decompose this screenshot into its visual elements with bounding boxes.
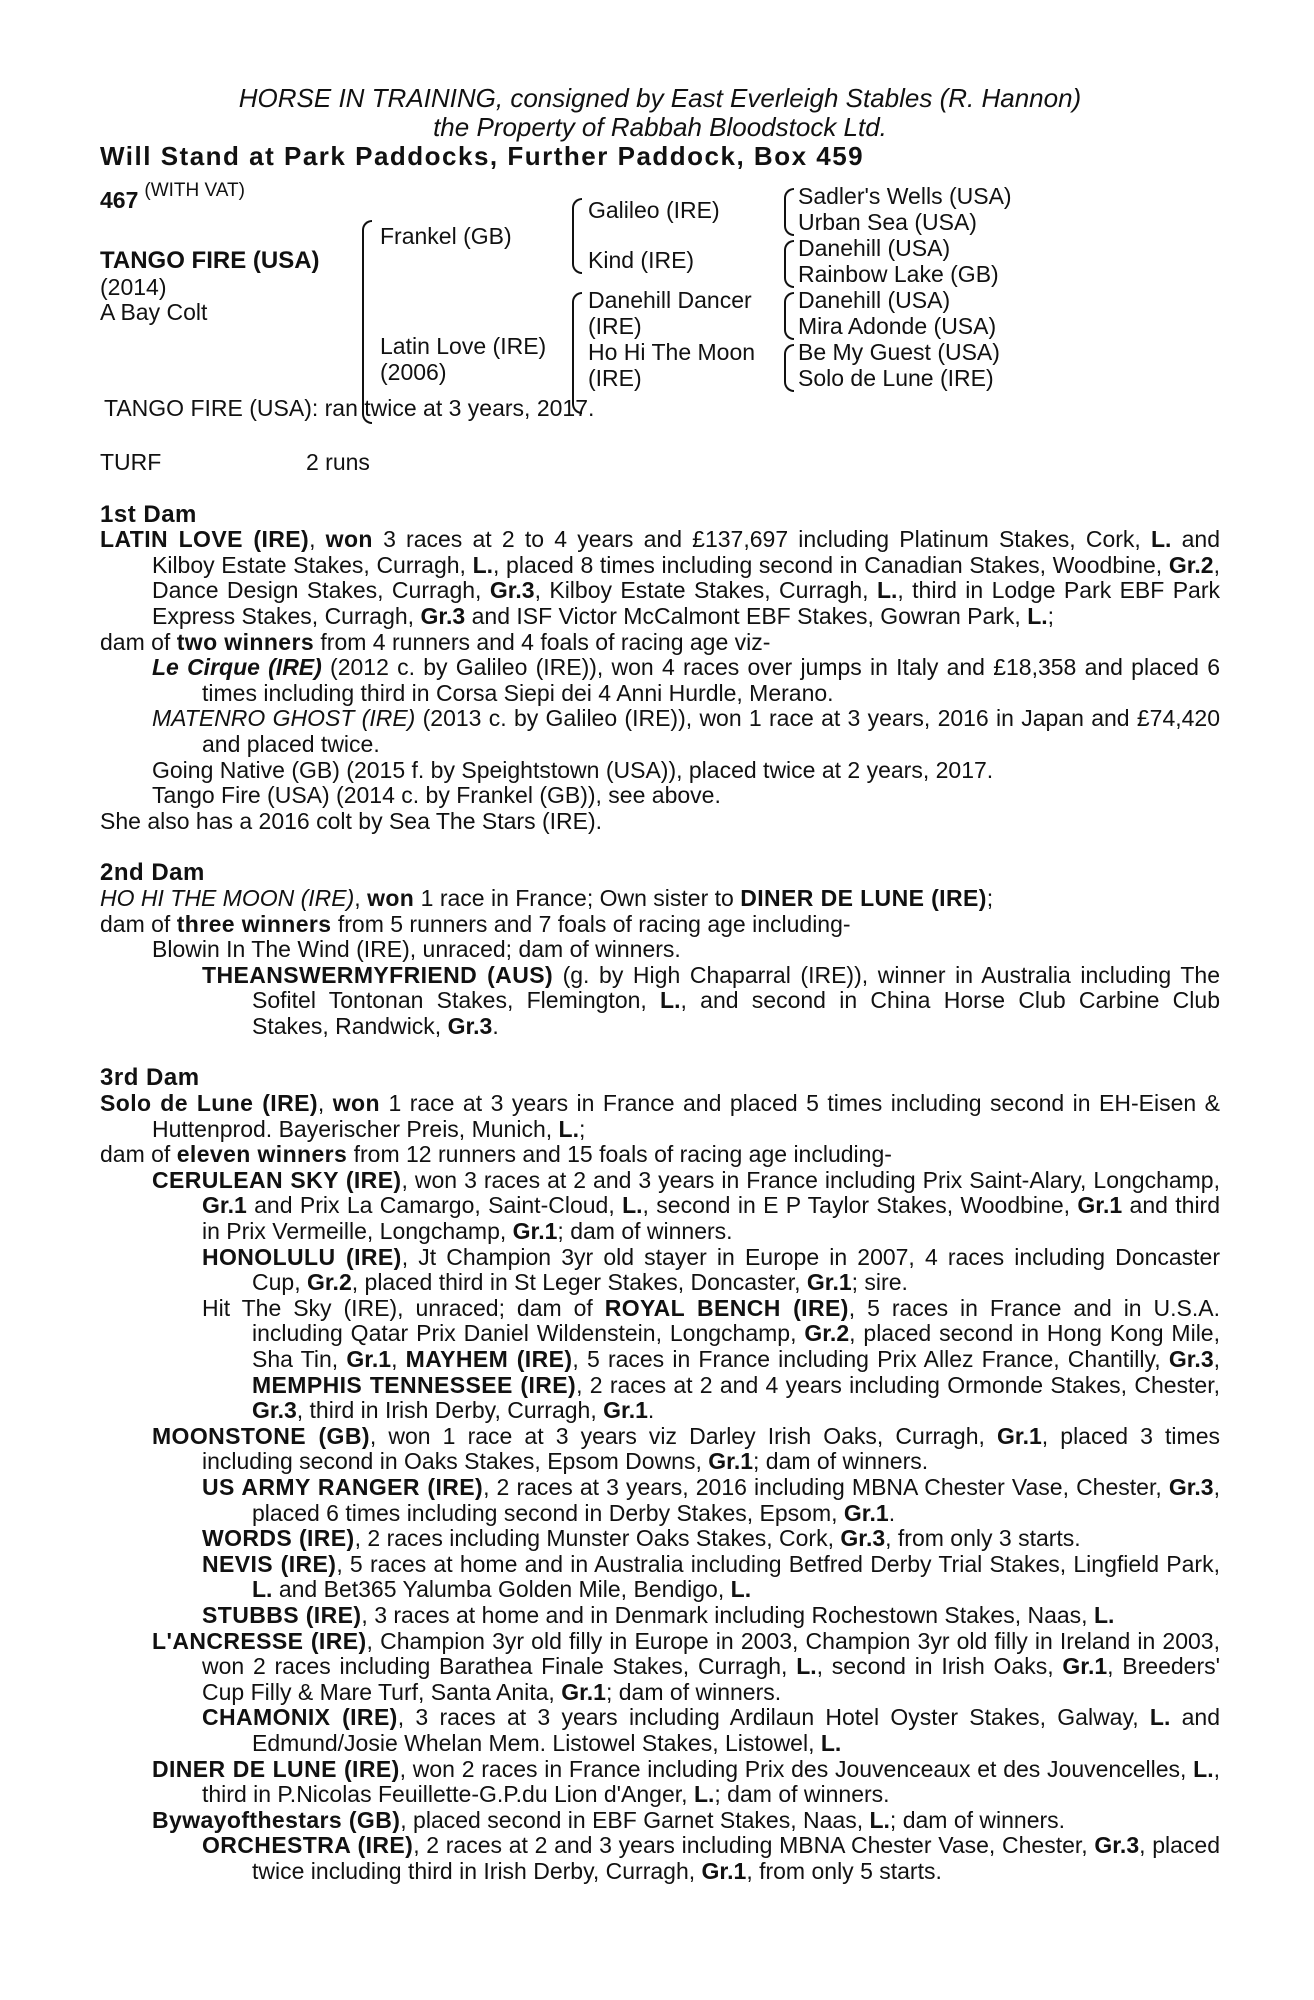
pedigree-brace <box>362 220 372 424</box>
third-dam-produce-summary: dam of eleven winners from 12 runners and 15 foals of racing age including- <box>100 1141 892 1168</box>
race-summary: TANGO FIRE (USA): ran twice at 3 years, 2017. <box>104 394 595 421</box>
produce-item: Bywayofthestars (GB), placed second in EBF Garnet Stakes, Naas, L.; dam of winners. <box>152 1806 1066 1833</box>
catalogue-page <box>100 84 1220 1884</box>
horse-name: TANGO FIRE (USA) <box>100 246 320 274</box>
third-dam-section <box>100 1065 1220 1884</box>
third-dam-record: Solo de Lune (IRE), won 1 race at 3 years in France and placed 5 times including second in EH-Eisen & Huttenprod. Bayerischer Preis, Munich, L.; <box>100 1090 1221 1142</box>
first-dam-note: She also has a 2016 colt by Sea The Stars (IRE). <box>100 807 603 834</box>
second-dam-section <box>100 860 1220 1039</box>
produce-item: STUBBS (IRE), 3 races at home and in Denmark including Rochestown Stakes, Naas, L. <box>202 1601 1115 1628</box>
dam-year: (2006) <box>380 358 447 385</box>
produce-item: Hit The Sky (IRE), unraced; dam of ROYAL BENCH (IRE), 5 races in France and in U.S.A. including Qatar Prix Daniel Wildenstein, Longchamp, Gr.2, placed second in Hong Kong Mile, Sha Tin, Gr.1, MAYHEM (IRE), 5 races in France including Prix Allez France, Chantilly, Gr.3, MEMPHIS TENNESSEE (IRE), 2 races at 2 and 4 years including Ormonde Stakes, Chester, Gr.3, third in Irish Derby, Curragh, Gr.1. <box>202 1294 1221 1424</box>
second-dam-produce-summary: dam of three winners from 5 runners and 7 foals of racing age including- <box>100 910 851 937</box>
dam-sire: Danehill Dancer <box>588 286 752 313</box>
pedigree-block <box>100 170 1220 430</box>
produce-item: HONOLULU (IRE), Jt Champion 3yr old stayer in Europe in 2007, 4 races including Doncaster Cup, Gr.2, placed third in St Leger Stakes, Doncaster, Gr.1; sire. <box>202 1243 1221 1296</box>
ds-dam: Mira Adonde (USA) <box>798 312 997 339</box>
sire-sire: Galileo (IRE) <box>588 196 720 223</box>
brace-g3-1 <box>784 188 794 236</box>
ss-sire: Sadler's Wells (USA) <box>798 182 1012 209</box>
turf-label: TURF <box>100 448 162 475</box>
produce-item: CHAMONIX (IRE), 3 races at 3 years including Ardilaun Hotel Oyster Stakes, Galway, L. and Edmund/Josie Whelan Mem. Listowel Stakes, Listowel, L. <box>202 1704 1221 1756</box>
turf-value: 2 runs <box>306 448 370 475</box>
dam-dam-country: (IRE) <box>588 364 642 391</box>
sd-dam: Rainbow Lake (GB) <box>798 260 999 287</box>
produce-item: NEVIS (IRE), 5 races at home and in Australia including Betfred Derby Trial Stakes, Lingfield Park, L. and Bet365 Yalumba Golden Mile, Bendigo, L. <box>202 1550 1220 1603</box>
sire: Frankel (GB) <box>380 222 512 249</box>
dam-dam: Ho Hi The Moon <box>588 338 756 365</box>
dam-sire-country: (IRE) <box>588 312 642 339</box>
stand-location: Will Stand at Park Paddocks, Further Paddock, Box 459 <box>100 141 865 171</box>
first-dam-section <box>100 502 1220 835</box>
produce-item: ORCHESTRA (IRE), 2 races at 2 and 3 years including MBNA Chester Vase, Chester, Gr.3, placed twice including third in Irish Derby, Curragh, Gr.1, from only 5 starts. <box>202 1832 1220 1884</box>
sd-sire: Danehill (USA) <box>798 234 951 261</box>
sire-brace <box>572 198 582 274</box>
produce-item: Blowin In The Wind (IRE), unraced; dam of winners. <box>152 936 681 963</box>
produce-item: CERULEAN SKY (IRE), won 3 races at 2 and 3 years in France including Prix Saint-Alary, Longchamp, Gr.1 and Prix La Camargo, Saint-Cloud, L., second in E P Taylor Stakes, Woodbine, Gr.1 and third in Prix Vermeille, Longchamp, Gr.1; dam of winners. <box>152 1166 1221 1245</box>
dam: Latin Love (IRE) <box>380 332 547 359</box>
brace-g3-4 <box>784 344 794 392</box>
horse-description: A Bay Colt <box>100 298 208 325</box>
produce-item: L'ANCRESSE (IRE), Champion 3yr old filly in Europe in 2003, Champion 3yr old filly in Ireland in 2003, won 2 races including Barathea Finale Stakes, Curragh, L., second in Irish Oaks, Gr.1, Breeders' Cup Filly & Mare Turf, Santa Anita, Gr.1; dam of winners. <box>152 1627 1220 1705</box>
second-dam-record: HO HI THE MOON (IRE), won 1 race in France; Own sister to DINER DE LUNE (IRE); <box>100 884 994 911</box>
brace-g3-3 <box>784 292 794 340</box>
consignor-line: HORSE IN TRAINING, consigned by East Everleigh Stables (R. Hannon) <box>238 83 1082 113</box>
produce-item: Tango Fire (USA) (2014 c. by Frankel (GB)), see above. <box>152 782 721 809</box>
vat-note: (WITH VAT) <box>144 179 245 201</box>
lot-number: 467 $^{(WITH VAT)}$ <box>100 179 245 213</box>
produce-item: THEANSWERMYFRIEND (AUS) (g. by High Chaparral (IRE)), winner in Australia including The Sofitel Tontonan Stakes, Flemington, L., and second in China Horse Club Carbine Club Stakes, Randwick, Gr.3. <box>202 961 1220 1039</box>
produce-item: US ARMY RANGER (IRE), 2 races at 3 years, 2016 including MBNA Chester Vase, Chester, Gr.3, placed 6 times including second in Derby Stakes, Epsom, Gr.1. <box>202 1473 1220 1526</box>
ss-dam: Urban Sea (USA) <box>798 208 977 235</box>
first-dam-title: 1st Dam <box>100 500 197 528</box>
ds-sire: Danehill (USA) <box>798 286 951 313</box>
property-line: the Property of Rabbah Bloodstock Ltd. <box>433 112 887 142</box>
horse-year: (2014) <box>100 273 167 300</box>
turf-row <box>100 450 1220 476</box>
produce-item: WORDS (IRE), 2 races including Munster Oaks Stakes, Cork, Gr.3, from only 3 starts. <box>202 1525 1081 1552</box>
produce-item: Le Cirque (IRE) (2012 c. by Galileo (IRE)), won 4 races over jumps in Italy and £18,358 and placed 6 times including third in Corsa Siepi dei 4 Anni Hurdle, Merano. <box>152 654 1220 706</box>
dd-dam: Solo de Lune (IRE) <box>798 364 994 391</box>
brace-g3-2 <box>784 240 794 288</box>
first-dam-produce-summary: dam of two winners from 4 runners and 4 foals of racing age viz- <box>100 628 771 655</box>
produce-item: Going Native (GB) (2015 f. by Speightstown (USA)), placed twice at 2 years, 2017. <box>152 756 994 783</box>
dd-sire: Be My Guest (USA) <box>798 338 1000 365</box>
produce-item: MATENRO GHOST (IRE) (2013 c. by Galileo (IRE)), won 1 race at 3 years, 2016 in Japan and £74,420 and placed twice. <box>152 705 1221 757</box>
first-dam-record: LATIN LOVE (IRE), won 3 races at 2 to 4 years and £137,697 including Platinum Stakes, Cork, L. and Kilboy Estate Stakes, Curragh, L., placed 8 times including second in Canadian Stakes, Woodbine, Gr.2, Dance Design Stakes, Curragh, Gr.3, Kilboy Estate Stakes, Curragh, L., third in Lodge Park EBF Park Express Stakes, Curragh, Gr.3 and ISF Victor McCalmont EBF Stakes, Gowran Park, L.; <box>100 526 1221 629</box>
third-dam-title: 3rd Dam <box>100 1064 200 1092</box>
produce-item: MOONSTONE (GB), won 1 race at 3 years viz Darley Irish Oaks, Curragh, Gr.1, placed 3 times including second in Oaks Stakes, Epsom Downs, Gr.1; dam of winners. <box>152 1422 1220 1475</box>
sire-dam: Kind (IRE) <box>588 246 695 273</box>
second-dam-title: 2nd Dam <box>100 859 205 887</box>
produce-item: DINER DE LUNE (IRE), won 2 races in France including Prix des Jouvenceaux et des Jouvencelles, L., third in P.Nicolas Feuillette-G.P.du Lion d'Anger, L.; dam of winners. <box>152 1755 1220 1808</box>
